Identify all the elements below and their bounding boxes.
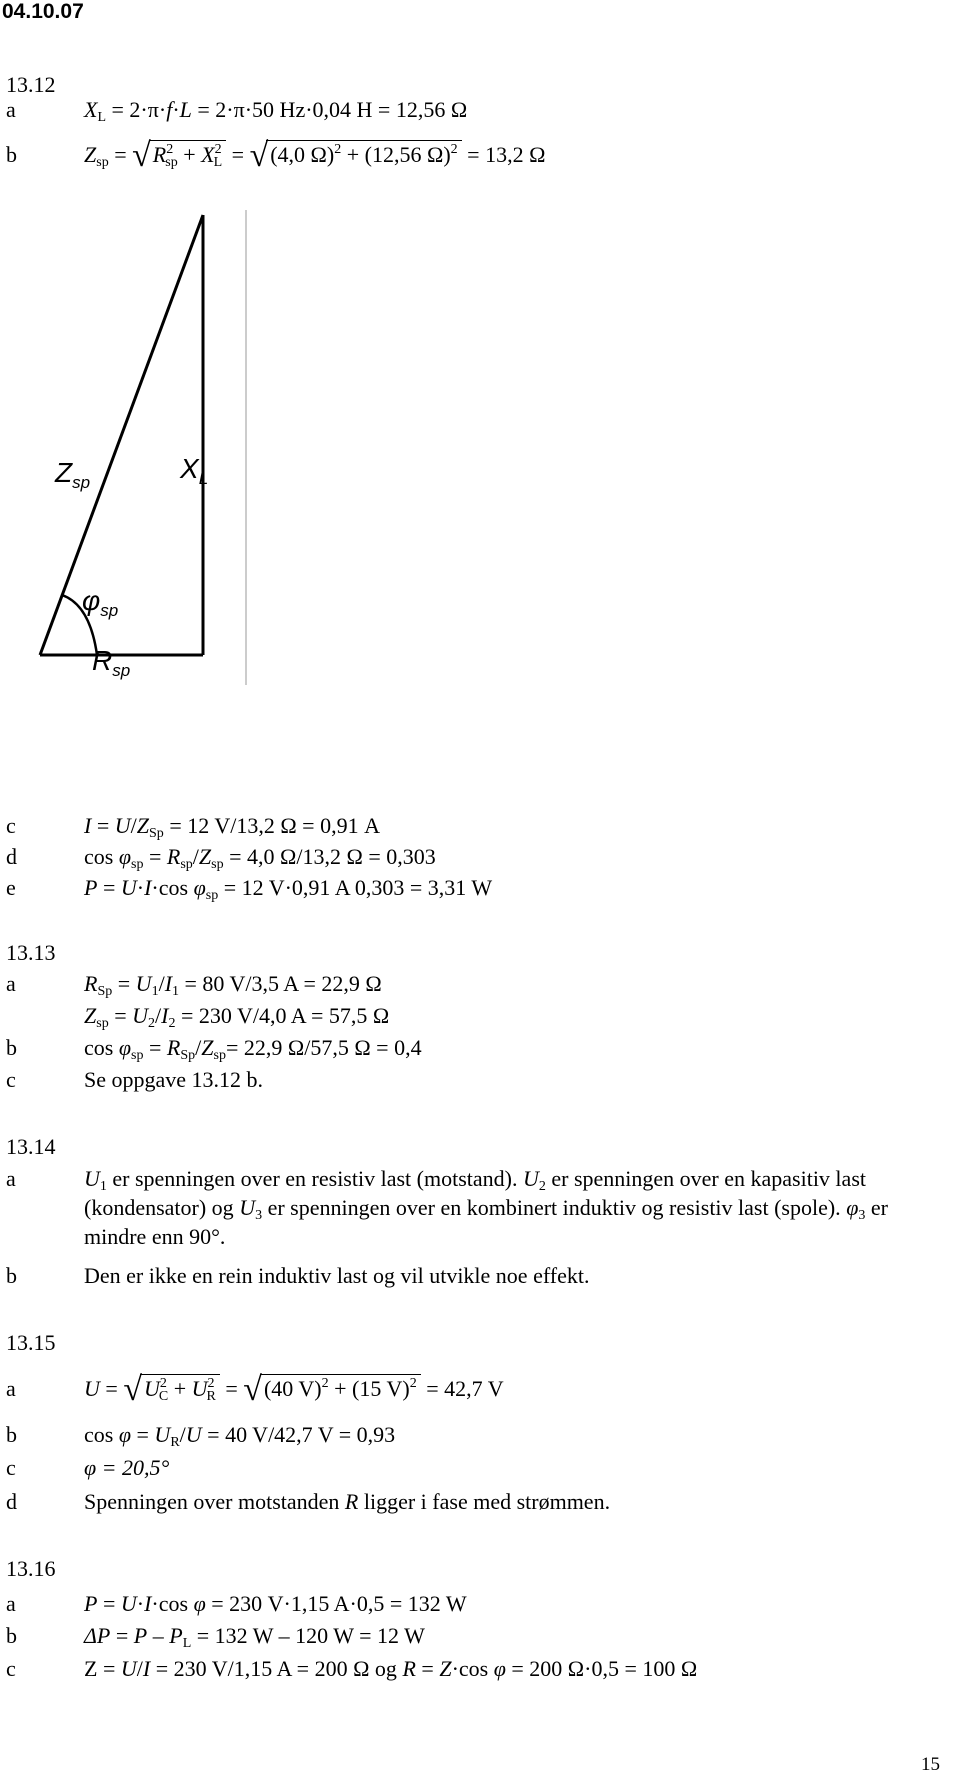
xl-label: $X_L$ (180, 453, 209, 488)
answer-13-16-c: c Z = U/I = 230 V/1,15 A = 200 Ω og R = Z·cos φ = 200 Ω·0,5 = 100 Ω (6, 1656, 698, 1681)
answer-13-12-b: b $Z_{sp} = √R^2_{sp} + X^2_L = √(4,0$ Ω)$^2$ + (12,56 Ω)$^2$ = 13,2 Ω (6, 137, 546, 174)
answer-13-15-b: b $\cos \varphi = U_R/U = 40$ V/42,7 V = 0,93 (6, 1422, 396, 1450)
answer-13-13-c: c Se oppgave 13.12 b. (6, 1067, 264, 1092)
answer-13-15-d: d Spenningen over motstanden R ligger i fase med strømmen. (6, 1489, 611, 1514)
answer-13-16-b: b $\Delta P = P - P_L = 132$ W – 120 W = 12 W (6, 1623, 425, 1651)
answer-13-12-a: a $X_L = 2\cdot\pi\cdot f\cdot L = 2\cdot\pi\cdot 50$ Hz·0,04 H = 12,56 Ω (6, 97, 468, 125)
document-date: 04.10.07 (2, 0, 84, 23)
answer-13-13-a2: $Z_{sp} = U_2/I_2 = 230$ V/4,0 A = 57,5 Ω (84, 1003, 390, 1031)
answer-13-13-b: b $\cos \varphi_{sp} = R_{Sp}/Z_{sp}= 22,9$ Ω/57,5 Ω = 0,4 (6, 1035, 422, 1063)
section-title-13-15: 13.15 (6, 1330, 56, 1355)
zsp-label: $Z_{sp}$ (55, 457, 91, 492)
answer-13-13-a1: a $R_{Sp} = U_1/I_1 = 80$ V/3,5 A = 22,9 Ω (6, 971, 382, 999)
answer-13-14-b: b Den er ikke en rein induktiv last og vil utvikle noe effekt. (6, 1263, 590, 1288)
section-title-13-12: 13.12 (6, 72, 56, 97)
section-title-13-14: 13.14 (6, 1134, 56, 1159)
answer-13-16-a: a P = U·I·cos φ = 230 V·1,15 A·0,5 = 132 W (6, 1591, 467, 1616)
answer-13-14-a-label: a (6, 1166, 16, 1191)
impedance-triangle-diagram (0, 200, 260, 700)
answer-13-15-a: a $U = √U^2_C + U^2_R = √(40$ V)$^2$ + (15 V)$^2$ = 42,7 V (6, 1371, 504, 1408)
phi-label: $\varphi_{sp}$ (82, 585, 119, 620)
answer-13-12-c: c $I = U/Z_{Sp} = 12$ V/13,2 Ω = 0,91 A (6, 813, 380, 841)
section-title-13-16: 13.16 (6, 1556, 56, 1581)
page-number: 15 (921, 1754, 940, 1775)
answer-13-15-c: c φ = 20,5° (6, 1455, 170, 1480)
answer-13-12-e: e P = U·I·cos $\varphi_{sp} = 12$ V·0,91 A 0,303 = 3,31 W (6, 875, 493, 903)
section-title-13-13: 13.13 (6, 940, 56, 965)
zsp-hypotenuse (40, 215, 203, 655)
answer-13-12-d: d $\cos \varphi_{sp} = R_{sp}/Z_{sp} = 4,0$ Ω/13,2 Ω = 0,303 (6, 844, 436, 872)
rsp-label: $R_{sp}$ (92, 645, 131, 680)
answer-13-14-a: $U_1$ er spenningen over en resistiv last (motstand). $U_2$ er spenningen over en kapasitiv last (kondensator) og $U_3$ er spenningen over en kombinert induktiv og resistiv last (spole). $\varphi_3$ er mindre enn 90°. (84, 1166, 888, 1249)
